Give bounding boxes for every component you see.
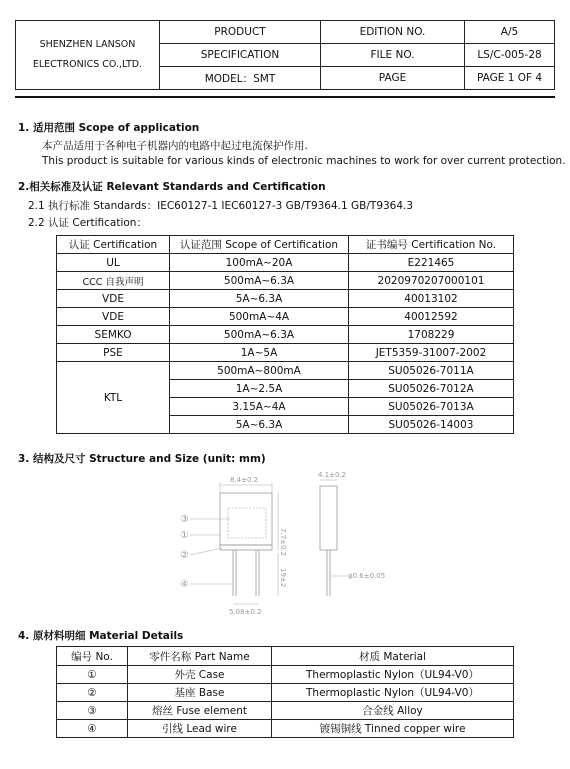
table-row (57, 720, 514, 738)
table-row (57, 290, 514, 308)
callout-2: ② (180, 550, 189, 561)
dim-pitch: 5.08±0.2 (229, 608, 262, 616)
callout-3: ③ (180, 514, 189, 525)
table-header-row (57, 647, 514, 666)
number-cell: ③ (57, 702, 128, 720)
standards-line: 2.1 执行标准 Standards：IEC60127-1 IEC60127-3 GB/T9364.1 GB/T9364.3 (28, 200, 414, 212)
dim-depth: 4.1±0.2 (318, 471, 347, 479)
dim-lead-length: 19±2 (279, 568, 287, 588)
table-row (57, 684, 514, 702)
number-cell: ① (57, 666, 128, 684)
file-value: LS/C-005-28 (465, 44, 555, 67)
page-value: PAGE 1 OF 4 (465, 67, 555, 90)
cert-cell: VDE (57, 290, 170, 308)
cert-cell: KTL (57, 362, 170, 434)
scope-cell: 100mA~20A (170, 254, 349, 272)
material-cell: Thermoplastic Nylon（UL94-V0） (272, 666, 514, 684)
dim-height: 7.7±0.2 (279, 528, 287, 557)
material-cell: 合金线 Alloy (272, 702, 514, 720)
table-row (57, 702, 514, 720)
fuse-base (220, 545, 272, 550)
scope-cell: 1A~5A (170, 344, 349, 362)
part-cell: 外壳 Case (128, 666, 272, 684)
part-cell: 引线 Lead wire (128, 720, 272, 738)
cert-no-cell: 1708229 (349, 326, 514, 344)
scope-cell: 1A~2.5A (170, 380, 349, 398)
section-1-title: 1. 适用范围 Scope of application (18, 122, 200, 134)
material-table (56, 646, 514, 738)
document-header (15, 20, 555, 90)
dim-width: 8.4±0.2 (230, 476, 259, 484)
header-divider (15, 96, 555, 98)
page-label: PAGE (321, 67, 465, 90)
section-3-title: 3. 结构及尺寸 Structure and Size (unit: mm) (18, 453, 266, 465)
cert-no-cell: 40013102 (349, 290, 514, 308)
number-cell: ② (57, 684, 128, 702)
product-label: PRODUCT (160, 21, 321, 44)
fuse-element-outline (228, 508, 266, 538)
section-2-title: 2.相关标准及认证 Relevant Standards and Certification (18, 181, 326, 193)
cert-cell: SEMKO (57, 326, 170, 344)
file-label: FILE NO. (321, 44, 465, 67)
cert-cell: PSE (57, 344, 170, 362)
table-header: 认证范围 Scope of Certification (170, 236, 349, 254)
dim-lead-diameter: φ0.6±0.05 (348, 572, 386, 580)
table-header: 零件名称 Part Name (128, 647, 272, 666)
scope-text-cn: 本产品适用于各种电子机器内的电路中起过电流保护作用. (42, 140, 308, 152)
table-row (57, 272, 514, 290)
cert-cell: UL (57, 254, 170, 272)
model-label: MODEL：SMT (160, 67, 321, 90)
scope-cell: 3.15A~4A (170, 398, 349, 416)
table-row (57, 308, 514, 326)
callout-1: ① (180, 530, 189, 541)
material-cell: Thermoplastic Nylon（UL94-V0） (272, 684, 514, 702)
cert-no-cell: 40012592 (349, 308, 514, 326)
specification-label: SPECIFICATION (160, 44, 321, 67)
table-row (57, 254, 514, 272)
cert-no-cell: SU05026-7011A (349, 362, 514, 380)
cert-no-cell: SU05026-14003 (349, 416, 514, 434)
cert-no-cell: 2020970207000101 (349, 272, 514, 290)
part-cell: 基座 Base (128, 684, 272, 702)
scope-cell: 500mA~4A (170, 308, 349, 326)
cert-cell: CCC 自我声明 (57, 272, 170, 290)
fuse-dimension-drawing (150, 468, 410, 618)
cert-no-cell: JET5359-31007-2002 (349, 344, 514, 362)
callout-4: ④ (180, 579, 189, 590)
edition-value: A/5 (465, 21, 555, 44)
scope-cell: 5A~6.3A (170, 416, 349, 434)
part-cell: 熔丝 Fuse element (128, 702, 272, 720)
cert-no-cell: E221465 (349, 254, 514, 272)
scope-text-en: This product is suitable for various kinds of electronic machines to work for over current protection. (42, 155, 566, 167)
scope-cell: 500mA~6.3A (170, 326, 349, 344)
table-row (57, 326, 514, 344)
certification-table (56, 235, 514, 434)
fuse-body-side (320, 486, 337, 550)
cert-no-cell: SU05026-7013A (349, 398, 514, 416)
scope-cell: 500mA~6.3A (170, 272, 349, 290)
number-cell: ④ (57, 720, 128, 738)
table-header: 编号 No. (57, 647, 128, 666)
table-header-row (57, 236, 514, 254)
table-header: 认证 Certification (57, 236, 170, 254)
cert-cell: VDE (57, 308, 170, 326)
scope-cell: 500mA~800mA (170, 362, 349, 380)
table-header: 证书编号 Certification No. (349, 236, 514, 254)
cert-no-cell: SU05026-7012A (349, 380, 514, 398)
company-name: SHENZHEN LANSON ELECTRONICS CO.,LTD. (16, 21, 160, 90)
edition-label: EDITION NO. (321, 21, 465, 44)
table-header: 材质 Material (272, 647, 514, 666)
material-cell: 镀锡铜线 Tinned copper wire (272, 720, 514, 738)
certification-label: 2.2 认证 Certification： (28, 217, 147, 229)
table-row (57, 666, 514, 684)
section-4-title: 4. 原材料明细 Material Details (18, 630, 184, 642)
scope-cell: 5A~6.3A (170, 290, 349, 308)
table-row (57, 362, 514, 380)
table-row (57, 344, 514, 362)
